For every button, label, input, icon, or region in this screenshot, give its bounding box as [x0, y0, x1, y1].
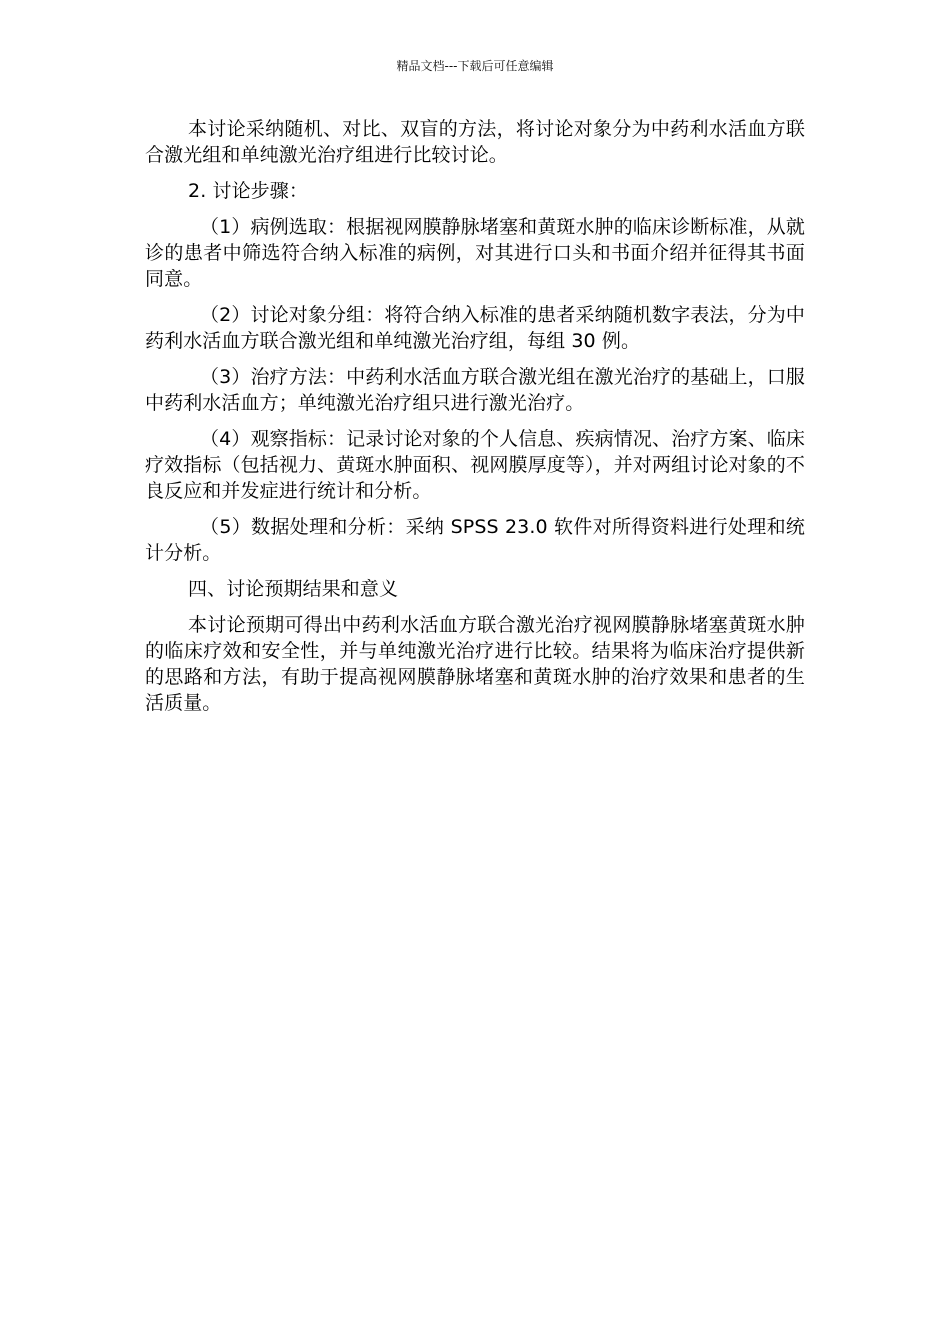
paragraph-steps-heading: 2. 讨论步骤：	[188, 180, 308, 202]
paragraph-step-3: （3）治疗方法：中药利水活血方联合激光组在激光治疗的基础上，口服中药利水活血方；单纯激光治疗组只进行激光治疗。	[145, 366, 805, 414]
page-header: 精品文档---下载后可任意编辑	[396, 59, 554, 73]
paragraph-step-5: （5）数据处理和分析：采纳 SPSS 23.0 软件对所得资料进行处理和统计分析。	[145, 516, 805, 564]
document-body	[145, 116, 805, 726]
paragraph-method-intro: 本讨论采纳随机、对比、双盲的方法，将讨论对象分为中药利水活血方联合激光组和单纯激光治疗组进行比较讨论。	[145, 118, 805, 166]
paragraph-step-1: （1）病例选取：根据视网膜静脉堵塞和黄斑水肿的临床诊断标准，从就诊的患者中筛选符合纳入标准的病例，对其进行口头和书面介绍并征得其书面同意。	[145, 216, 805, 290]
section-heading-expected-results: 四、讨论预期结果和意义	[188, 578, 399, 600]
paragraph-step-4: （4）观察指标：记录讨论对象的个人信息、疾病情况、治疗方案、临床疗效指标（包括视力、黄斑水肿面积、视网膜厚度等），并对两组讨论对象的不良反应和并发症进行统计和分析。	[145, 428, 805, 502]
paragraph-expected-results: 本讨论预期可得出中药利水活血方联合激光治疗视网膜静脉堵塞黄斑水肿的临床疗效和安全性，并与单纯激光治疗进行比较。结果将为临床治疗提供新的思路和方法，有助于提高视网膜静脉堵塞和黄斑水肿的治疗效果和患者的生活质量。	[145, 614, 805, 714]
paragraph-step-2: （2）讨论对象分组：将符合纳入标准的患者采纳随机数字表法，分为中药利水活血方联合激光组和单纯激光治疗组，每组 30 例。	[145, 304, 805, 352]
